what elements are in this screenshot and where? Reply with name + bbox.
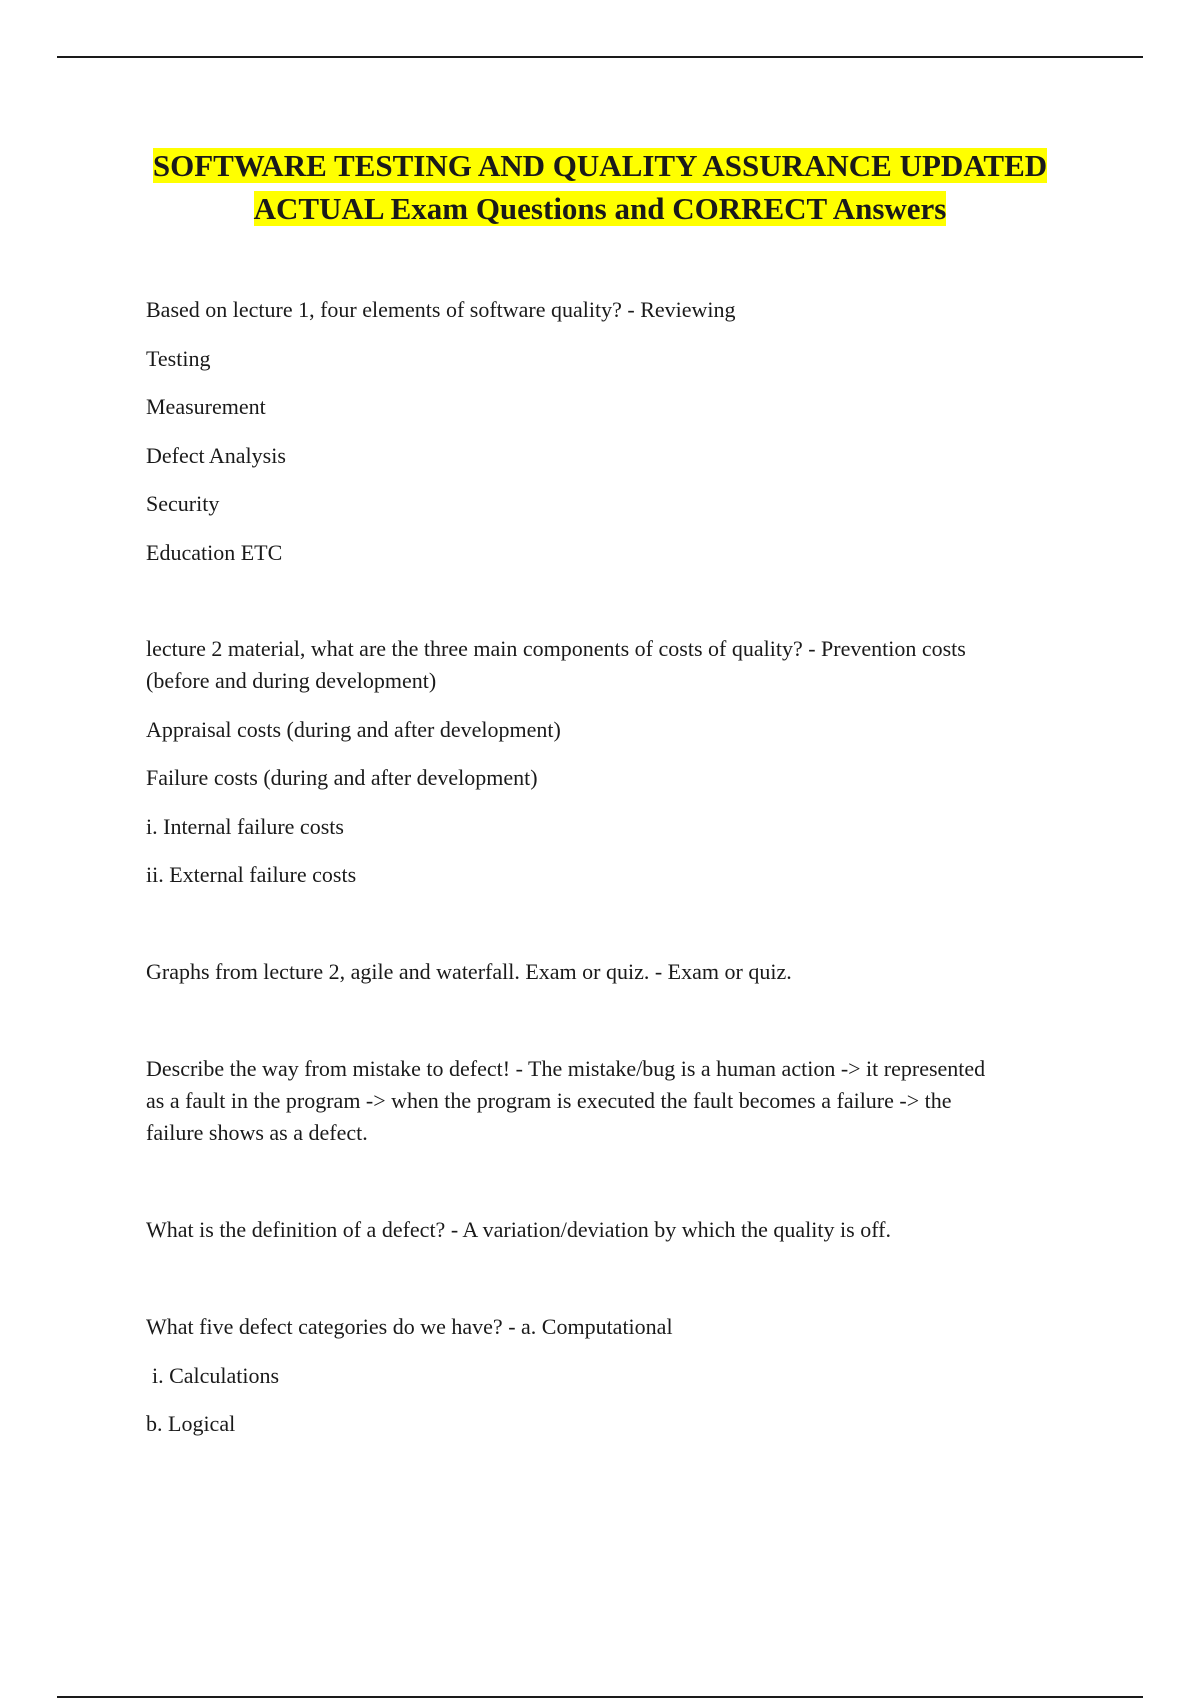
q2-answer-failure: Failure costs (during and after development) [146,765,538,790]
q1-answer-defect-analysis: Defect Analysis [146,443,286,468]
q2-answer-external: ii. External failure costs [146,862,357,887]
q3-line: Graphs from lecture 2, agile and waterfall. Exam or quiz. - Exam or quiz. [146,959,792,984]
q2-answer-appraisal: Appraisal costs (during and after development) [146,717,561,742]
bottom-rule [57,1696,1143,1698]
q4-line-3: failure shows as a defect. [146,1120,368,1145]
q6-answer-logical: b. Logical [146,1411,236,1436]
q1-answer-testing: Testing [146,346,211,371]
title-line-1: SOFTWARE TESTING AND QUALITY ASSURANCE UPDATED [152,148,1048,183]
q2-question-line: lecture 2 material, what are the three main components of costs of quality? - Prevention costs [146,636,966,661]
q6-answer-calculations: i. Calculations [152,1363,280,1388]
q1-question-line: Based on lecture 1, four elements of software quality? - Reviewing [146,297,736,322]
top-rule [57,56,1143,58]
q5-line: What is the definition of a defect? - A variation/deviation by which the quality is off. [146,1217,891,1242]
q2-question-line-cont: (before and during development) [146,668,437,693]
q4-line-2: as a fault in the program -> when the program is executed the fault becomes a failure -> the [146,1088,952,1113]
q1-answer-education: Education ETC [146,540,283,565]
q2-answer-internal: i. Internal failure costs [146,814,344,839]
document-title [0,144,1200,230]
title-line-2: ACTUAL Exam Questions and CORRECT Answers [253,191,947,226]
q4-line-1: Describe the way from mistake to defect! - The mistake/bug is a human action -> it represented [146,1056,986,1081]
q1-answer-measurement: Measurement [146,394,266,419]
q1-answer-security: Security [146,491,220,516]
q6-question-line: What five defect categories do we have? - a. Computational [146,1314,673,1339]
